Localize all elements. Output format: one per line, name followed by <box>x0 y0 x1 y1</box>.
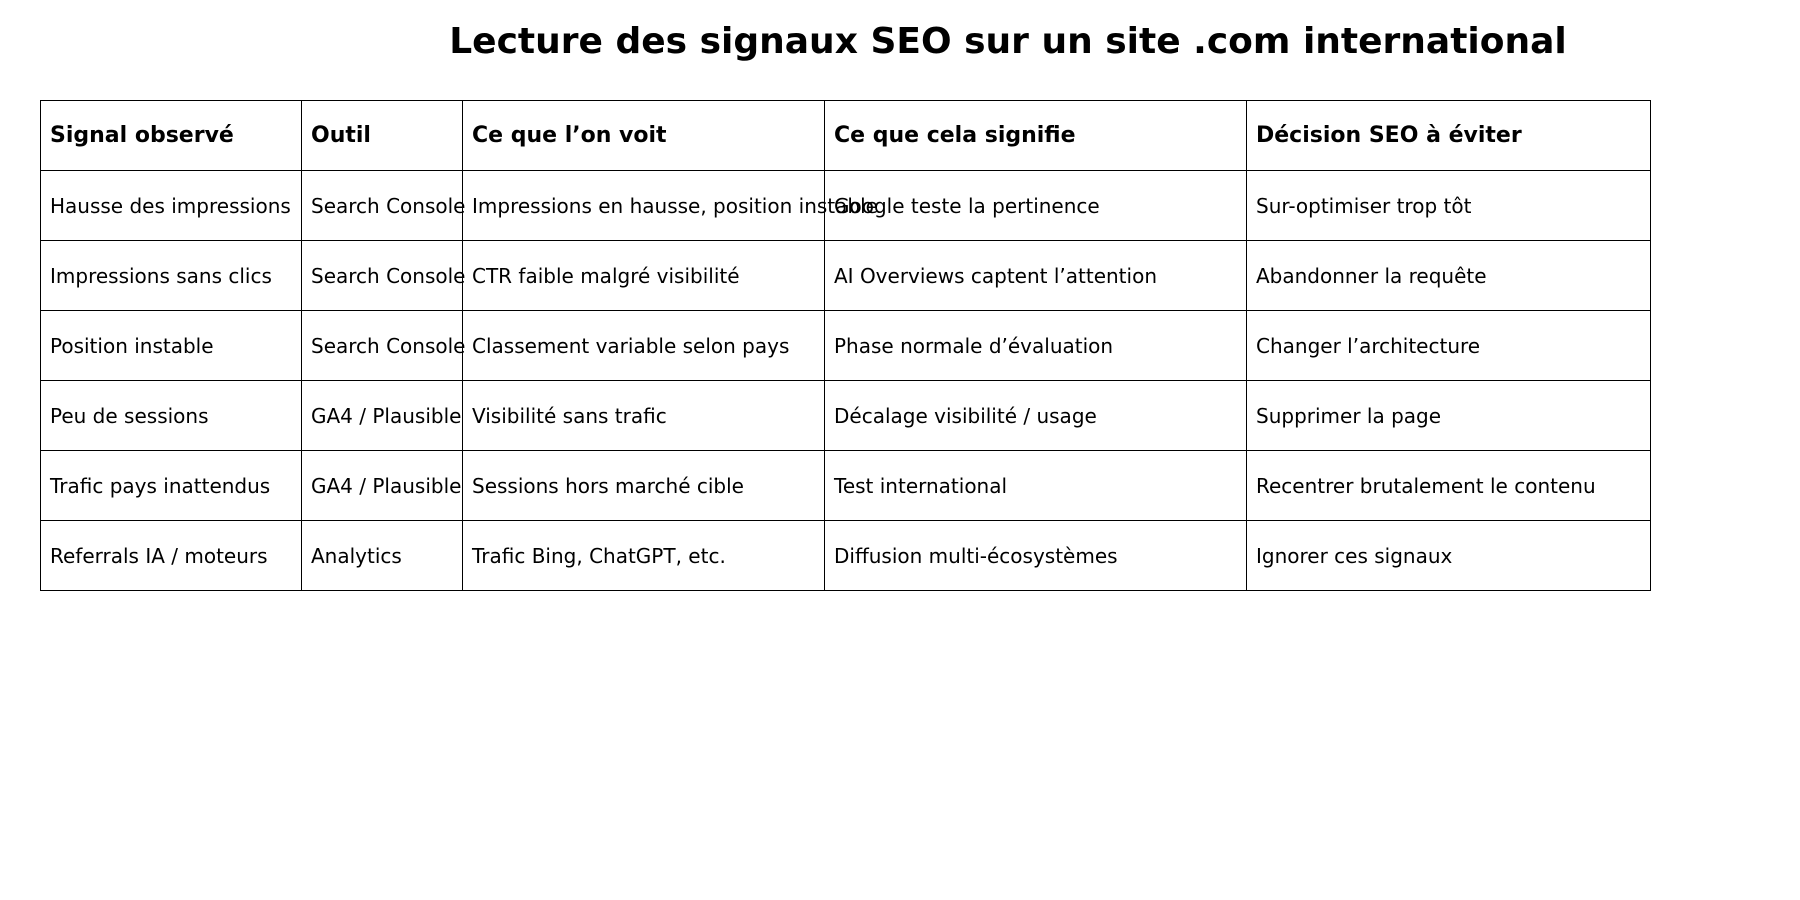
header-observation: Ce que l’on voit <box>463 101 825 171</box>
table-cell: Peu de sessions <box>41 381 302 451</box>
table-cell: Search Console <box>302 311 463 381</box>
table-cell: Décalage visibilité / usage <box>825 381 1247 451</box>
table-cell: GA4 / Plausible <box>302 451 463 521</box>
table-cell: Search Console <box>302 171 463 241</box>
table-cell: Impressions sans clics <box>41 241 302 311</box>
table-row <box>41 171 1651 241</box>
table-cell: AI Overviews captent l’attention <box>825 241 1247 311</box>
table-row <box>41 521 1651 591</box>
table-cell: CTR faible malgré visibilité <box>463 241 825 311</box>
table-cell: Recentrer brutalement le contenu <box>1247 451 1651 521</box>
table-cell: Abandonner la requête <box>1247 241 1651 311</box>
table-cell: Diffusion multi-écosystèmes <box>825 521 1247 591</box>
signals-table <box>40 100 1651 591</box>
table-header-row <box>41 101 1651 171</box>
table-cell: Sur-optimiser trop tôt <box>1247 171 1651 241</box>
header-meaning: Ce que cela signifie <box>825 101 1247 171</box>
table-cell: Google teste la pertinence <box>825 171 1247 241</box>
table-row <box>41 381 1651 451</box>
chart-title: Lecture des signaux SEO sur un site .com international <box>449 21 1567 62</box>
signals-table-container <box>40 100 1651 591</box>
table-cell: Referrals IA / moteurs <box>41 521 302 591</box>
table-cell: Test international <box>825 451 1247 521</box>
header-tool: Outil <box>302 101 463 171</box>
header-signal: Signal observé <box>41 101 302 171</box>
table-cell: Classement variable selon pays <box>463 311 825 381</box>
header-decision: Décision SEO à éviter <box>1247 101 1651 171</box>
table-cell: Impressions en hausse, position instable <box>463 171 825 241</box>
table-cell: Search Console <box>302 241 463 311</box>
table-cell: Changer l’architecture <box>1247 311 1651 381</box>
table-cell: Analytics <box>302 521 463 591</box>
table-cell: Supprimer la page <box>1247 381 1651 451</box>
table-cell: Position instable <box>41 311 302 381</box>
table-row <box>41 451 1651 521</box>
table-row <box>41 241 1651 311</box>
table-cell: Trafic pays inattendus <box>41 451 302 521</box>
table-cell: Sessions hors marché cible <box>463 451 825 521</box>
table-cell: Trafic Bing, ChatGPT, etc. <box>463 521 825 591</box>
table-cell: Ignorer ces signaux <box>1247 521 1651 591</box>
table-cell: Visibilité sans trafic <box>463 381 825 451</box>
table-cell: GA4 / Plausible <box>302 381 463 451</box>
table-cell: Phase normale d’évaluation <box>825 311 1247 381</box>
table-row <box>41 311 1651 381</box>
table-cell: Hausse des impressions <box>41 171 302 241</box>
